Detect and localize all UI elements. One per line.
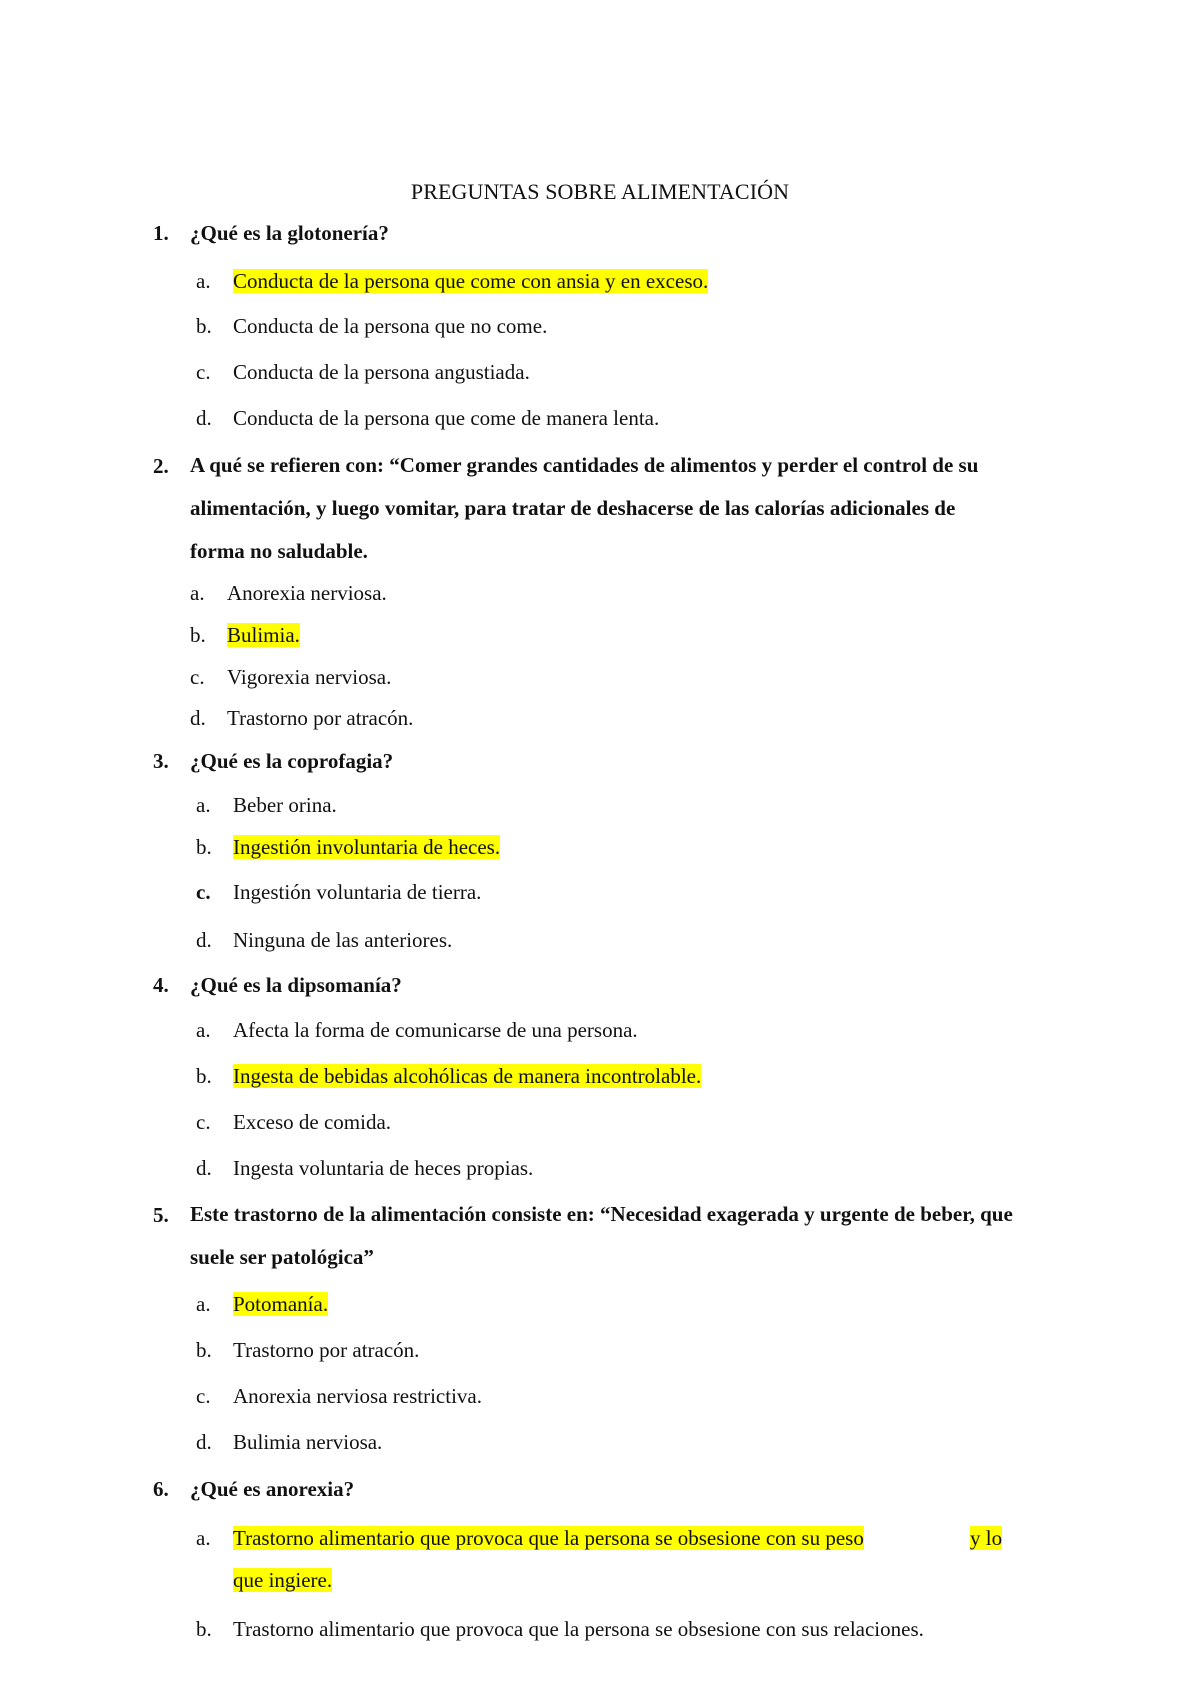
option-text: Trastorno alimentario que provoca que la persona se obsesione con sus relaciones. — [233, 1617, 924, 1641]
page-title: PREGUNTAS SOBRE ALIMENTACIÓN — [410, 179, 790, 204]
answer-highlight: Ingestión involuntaria de heces. — [233, 835, 501, 859]
option-text: Trastorno por atracón. — [233, 1338, 420, 1362]
option-letter: c. — [196, 360, 211, 384]
option-text: Anorexia nerviosa. — [227, 581, 387, 605]
option-text: Beber orina. — [233, 793, 337, 817]
option-text-correct — [233, 1289, 328, 1319]
answer-highlight: Conducta de la persona que come con ansia y en exceso. — [233, 269, 709, 293]
option-text-correct-continued — [233, 1565, 332, 1595]
question-number: 5. — [153, 1203, 169, 1227]
answer-highlight: Potomanía. — [233, 1292, 329, 1316]
question-text: A qué se refieren con: “Comer grandes cantidades de alimentos y perder el control de su alimentación, y luego vomitar, para tratar de deshacerse de las calorías adicionales de forma no saludable. — [190, 453, 979, 563]
option-letter: d. — [196, 1430, 212, 1454]
answer-highlight: Trastorno alimentario que provoca que la persona se obsesione con su peso — [233, 1526, 864, 1550]
question-number: 1. — [153, 221, 169, 245]
option-letter: b. — [196, 1338, 212, 1362]
option-letter: b. — [196, 1064, 212, 1088]
option-letter: c. — [196, 880, 211, 904]
question-number: 2. — [153, 454, 169, 478]
option-text: Bulimia nerviosa. — [233, 1430, 383, 1454]
question-text: ¿Qué es la dipsomanía? — [190, 973, 402, 997]
option-text: Conducta de la persona que come de manera lenta. — [233, 406, 660, 430]
option-text: Conducta de la persona angustiada. — [233, 360, 530, 384]
option-letter: a. — [196, 1018, 211, 1042]
option-text: Conducta de la persona que no come. — [233, 314, 548, 338]
option-text-correct-continued — [970, 1523, 1002, 1553]
answer-highlight: Ingesta de bebidas alcohólicas de manera incontrolable. — [233, 1064, 702, 1088]
question-number: 6. — [153, 1477, 169, 1501]
option-letter: a. — [196, 793, 211, 817]
option-text: Afecta la forma de comunicarse de una persona. — [233, 1018, 638, 1042]
answer-highlight: que ingiere. — [233, 1568, 333, 1592]
question-text: ¿Qué es la coprofagia? — [190, 749, 394, 773]
option-letter: d. — [196, 406, 212, 430]
answer-highlight: y lo — [970, 1526, 1003, 1550]
option-letter: c. — [190, 665, 205, 689]
option-text: Anorexia nerviosa restrictiva. — [233, 1384, 482, 1408]
option-text: Exceso de comida. — [233, 1110, 392, 1134]
option-letter: b. — [196, 835, 212, 859]
option-text-correct — [233, 832, 500, 862]
question-text: ¿Qué es anorexia? — [190, 1477, 355, 1501]
option-text: Vigorexia nerviosa. — [227, 665, 392, 689]
option-letter: d. — [196, 928, 212, 952]
option-letter: a. — [190, 581, 205, 605]
option-letter: c. — [196, 1110, 211, 1134]
option-text-correct — [233, 1523, 864, 1553]
question-number: 3. — [153, 749, 169, 773]
option-letter: c. — [196, 1384, 211, 1408]
option-text: Ingesta voluntaria de heces propias. — [233, 1156, 534, 1180]
option-text-correct — [227, 620, 300, 650]
option-letter: a. — [196, 1292, 211, 1316]
option-text: Ingestión voluntaria de tierra. — [233, 880, 482, 904]
option-letter: d. — [196, 1156, 212, 1180]
answer-highlight: Bulimia. — [227, 623, 300, 647]
option-letter: d. — [190, 706, 206, 730]
option-text-correct — [233, 1061, 701, 1091]
question-number: 4. — [153, 973, 169, 997]
question-text: ¿Qué es la glotonería? — [190, 221, 389, 245]
option-letter: a. — [196, 1526, 211, 1550]
option-letter: b. — [196, 1617, 212, 1641]
option-text: Ninguna de las anteriores. — [233, 928, 453, 952]
option-text-correct — [233, 266, 708, 296]
question-text: Este trastorno de la alimentación consiste en: “Necesidad exagerada y urgente de beber, que suele ser patológica” — [190, 1202, 1013, 1269]
option-letter: a. — [196, 269, 211, 293]
option-letter: b. — [190, 623, 206, 647]
option-letter: b. — [196, 314, 212, 338]
option-text: Trastorno por atracón. — [227, 706, 414, 730]
